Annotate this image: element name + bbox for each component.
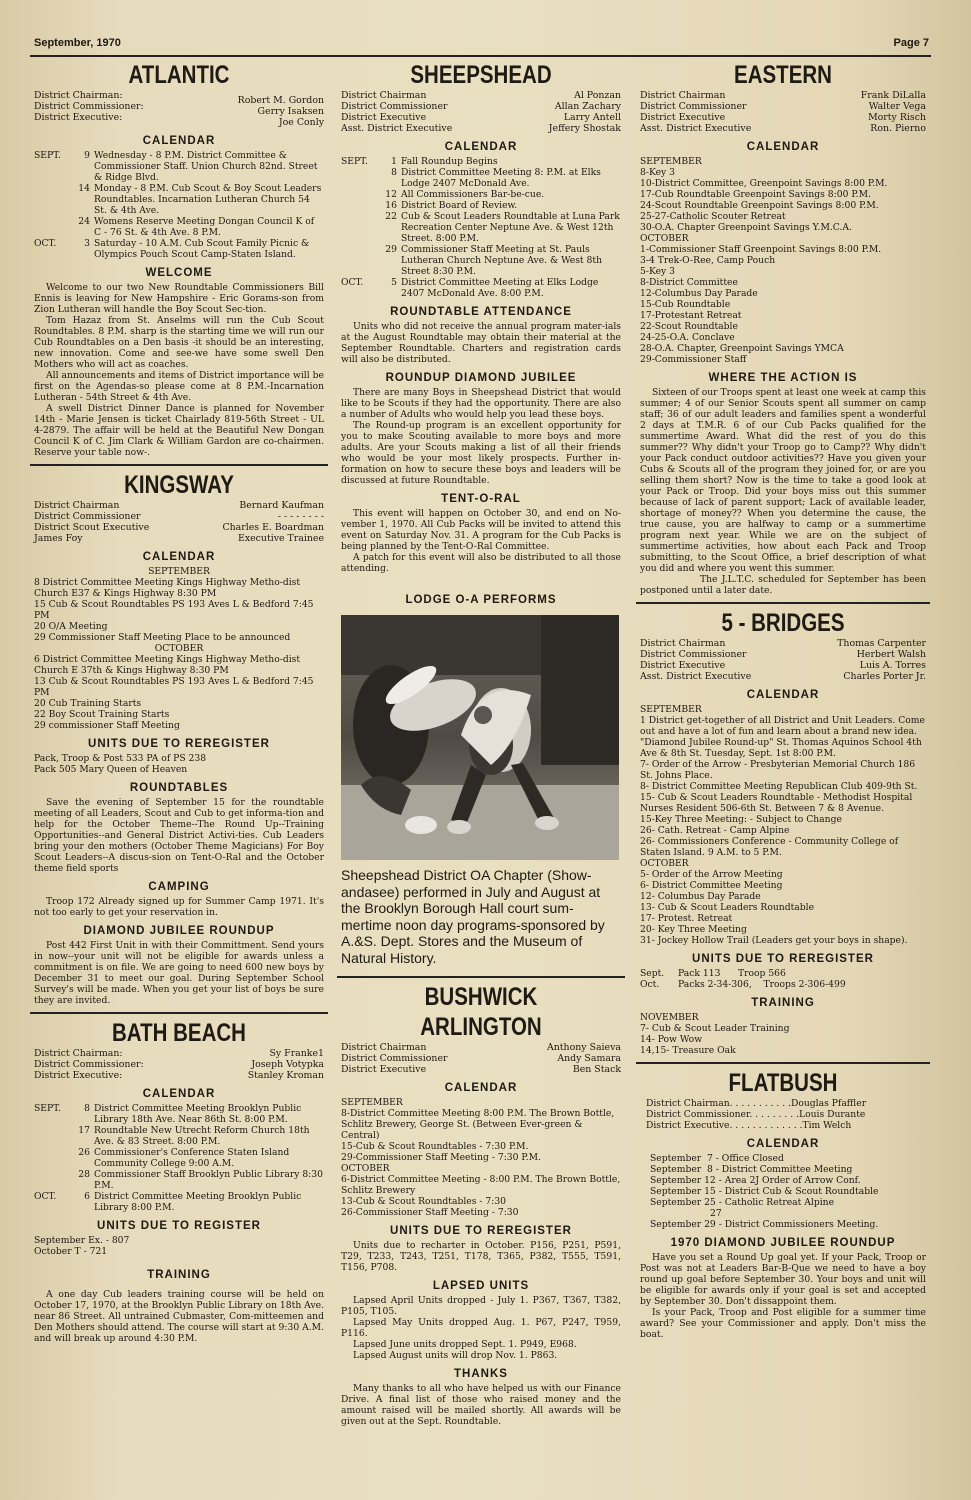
officer-label: District Chairman xyxy=(34,500,120,511)
calendar-entry: SEPT. 9 Wednesday - 8 P.M. District Committee & Commissioner Staff. Union Church 82nd. Street & Ridge Blvd. xyxy=(34,150,318,183)
paragraph: Is your Pack, Troop and Post eligible for a summer time award? See your Commissioner and apply. Don't miss the boat. xyxy=(640,1307,926,1340)
officer-name: Robert M. Gordon xyxy=(237,95,324,106)
officer-line: District Executive. . . . . . . . . . . . .Tim Welch xyxy=(646,1120,852,1131)
officer-label: District Chairman xyxy=(341,1042,427,1053)
paragraph: The J.L.T.C. scheduled for September has been postponed until a later date. xyxy=(640,574,926,596)
flatbush-title: FLATBUSH xyxy=(728,1069,838,1097)
calendar-entry: SEPT. 1 Fall Roundup Begins xyxy=(341,156,498,167)
paragraph: Save the evening of September 15 for the roundtable meeting of all Leaders, Scout and Cub to get informa-tion and help for the October Theme--The Round Up--Training Opportunities--and General District Activi-ties. Cub Leaders bring your den mothers (October Theme Magicians) For Boy Scout Leaders--A discus-sion on Tent-O-Ral and the October theme field sports xyxy=(34,797,324,874)
officer-label: District Executive xyxy=(640,112,726,123)
bushwick-calendar-heading: CALENDAR xyxy=(444,1082,518,1094)
paragraph: Have you set a Round Up goal yet. If your Pack, Troop or Post was not at Leaders Bar-B-Que we need to have a boy round up goal before September 30. Your boys and unit will be eligible for awards only if your goal is set and accepted by September 30. Don't dissappoint them. xyxy=(640,1252,926,1307)
bridges-title: 5 - BRIDGES xyxy=(721,609,845,637)
officer-label: District Chairman: xyxy=(34,90,123,101)
calendar-entry: 28 Commissioner Staff Brooklyn Public Library 8:30 P.M. xyxy=(78,1169,323,1191)
paragraph: Tom Hazaz from St. Anselms will run the Cub Scout Roundtables. 8 P.M. sharp is the starting time we will run our Cub Roundtables on a Den basis -it should be an interesting, new innovation. Come and see-we have some swell Den Mothers who will act as coaches. xyxy=(34,315,324,370)
calendar-entry: 26- Commissioners Conference - Community College of Staten Island. 9 A.M. to 5 P.M. xyxy=(640,836,899,858)
calendar-entry: 8- District Committee Meeting Republican Club 409-9th St. xyxy=(640,781,918,792)
calendar-entry: 31- Jockey Hollow Trail (Leaders get your boys in shape). xyxy=(640,935,908,946)
eastern-title: EASTERN xyxy=(734,61,832,89)
kingsway-title: KINGSWAY xyxy=(124,471,234,499)
sheepshead-roundup-heading: ROUNDUP DIAMOND JUBILEE xyxy=(385,372,577,384)
officer-line: District Commissioner. . . . . . . . .Louis Durante xyxy=(646,1109,866,1120)
calendar-entry: 28-O.A. Chapter, Greenpoint Savings YMCA xyxy=(640,343,844,354)
flatbush-officers xyxy=(640,1098,926,1131)
calendar-entry: 20 Cub Training Starts xyxy=(34,698,142,709)
officer-label: District Chairman xyxy=(640,638,726,649)
month-label: NOVEMBER xyxy=(640,1012,699,1023)
header-rule xyxy=(30,55,931,57)
calendar-entry: 22-Scout Roundtable xyxy=(640,321,738,332)
month-label: OCTOBER xyxy=(640,233,689,244)
kingsway-units-heading: UNITS DUE TO REREGISTER xyxy=(88,738,270,750)
officer-label: District Executive: xyxy=(34,1070,123,1081)
training-entry: 7- Cub & Scout Leader Training xyxy=(640,1023,790,1034)
calendar-entry: 24-25-O.A. Conclave xyxy=(640,332,735,343)
officer-name: Stanley Kroman xyxy=(247,1070,324,1081)
calendar-entry: 13- Cub & Scout Leaders Roundtable xyxy=(640,902,815,913)
officer-label: District Executive: xyxy=(34,112,123,123)
officer-name: Allan Zachary xyxy=(554,101,621,112)
calendar-entry: 13-Cub & Scout Roundtables - 7:30 xyxy=(341,1196,507,1207)
calendar-entry: 15 Cub & Scout Roundtables PS 193 Aves L & Bedford 7:45 PM xyxy=(34,599,314,621)
paragraph: Lapsed August units will drop Nov. 1. P863. xyxy=(353,1350,558,1361)
paragraph: All announcements and items of District importance will be first on the Agendas-so please come at 8 P.M.-Incarnation Lutheran - 54th Street & 4th Ave. xyxy=(34,370,324,403)
sheepshead-lodge-heading: LODGE O-A PERFORMS xyxy=(405,594,557,606)
calendar-entry: 15-Cub & Scout Roundtables - 7:30 P.M. xyxy=(341,1141,529,1152)
calendar-entry: September 12 - Area 2J Order of Arrow Conf. xyxy=(650,1175,861,1186)
kingsway-calendar-heading: CALENDAR xyxy=(142,551,216,563)
officer-name: Joseph Votypka xyxy=(251,1059,324,1070)
paragraph: Lapsed April Units dropped - July 1. P367, T367, T382, P105, T105. xyxy=(341,1295,621,1317)
month-label: OCTOBER xyxy=(341,1163,390,1174)
officer-label: Asst. District Executive xyxy=(341,123,453,134)
officer-label: District Commissioner: xyxy=(34,101,144,112)
page-number: Page 7 xyxy=(893,37,929,49)
calendar-entry: 12-Columbus Day Parade xyxy=(640,288,758,299)
calendar-entry: 10-District Committee, Greenpoint Savings 8:00 P.M. xyxy=(640,178,888,189)
bridges-units-heading: UNITS DUE TO REREGISTER xyxy=(692,953,874,965)
officer-label: District Commissioner xyxy=(640,649,747,660)
calendar-entry: 24-Scout Roundtable Greenpoint Savings 8:00 P.M. xyxy=(640,200,879,211)
officer-name: Andy Samara xyxy=(557,1053,621,1064)
paragraph: This event will happen on October 30, and end on No-vember 1, 1970. All Cub Packs will be invited to attend this event on Saturday Nov. 31. A program for the Cub Packs is being planned by the Tent-O-Ral Committee. xyxy=(341,508,621,552)
officer-label: District Chairman xyxy=(640,90,726,101)
calendar-entry: 26- Cath. Retreat - Camp Alpine xyxy=(640,825,790,836)
eastern-calendar-heading: CALENDAR xyxy=(746,141,820,153)
bushwick-units-heading: UNITS DUE TO REREGISTER xyxy=(390,1225,572,1237)
officer-label: District Commissioner: xyxy=(34,1059,144,1070)
paragraph: Lapsed June units dropped Sept. 1. P949, E968. xyxy=(353,1339,577,1350)
unit-line: September Ex. - 807 xyxy=(34,1235,130,1246)
officer-name: Walter Vega xyxy=(868,101,926,112)
month-label: SEPTEMBER xyxy=(341,1097,403,1108)
calendar-entry: 8-District Committee xyxy=(640,277,738,288)
atlantic-calendar xyxy=(34,150,324,260)
calendar-entry: September 8 - District Committee Meeting xyxy=(650,1164,853,1175)
officer-label: District Chairman: xyxy=(34,1048,123,1059)
unit-line: Sept. Pack 113 Troop 566 xyxy=(640,968,786,979)
calendar-entry: 29 commissioner Staff Meeting xyxy=(34,720,180,731)
training-entry: 14- Pow Wow xyxy=(640,1034,703,1045)
sheepshead-officers xyxy=(341,90,621,134)
calendar-entry: September 7 - Office Closed xyxy=(650,1153,784,1164)
eastern-action-heading: WHERE THE ACTION IS xyxy=(708,372,858,384)
officer-label: District Scout Executive xyxy=(34,522,150,533)
officer-name: Thomas Carpenter xyxy=(837,638,926,649)
sheepshead-title: SHEEPSHEAD xyxy=(410,61,552,89)
officer-name: Charles E. Boardman xyxy=(222,522,324,533)
officer-name: Joe Conly xyxy=(278,117,324,128)
atlantic-title: ATLANTIC xyxy=(128,61,230,89)
calendar-entry: 13 Cub & Scout Roundtables PS 193 Aves L & Bedford 7:45 PM xyxy=(34,676,314,698)
sheepshead-calendar xyxy=(341,156,621,299)
calendar-entry: 3-4 Trek-O-Ree, Camp Pouch xyxy=(640,255,776,266)
calendar-entry: 15- Cub & Scout Leaders Roundtable - Methodist Hospital Nurses Resident 506-6th St. Between 7 & 8 Avenue. xyxy=(640,792,913,814)
flatbush-calendar-heading: CALENDAR xyxy=(746,1138,820,1150)
calendar-entry: 30-O.A. Chapter Greenpoint Savings Y.M.C.A. xyxy=(640,222,852,233)
calendar-entry: 8-Key 3 xyxy=(640,167,675,178)
calendar-entry: 5-Key 3 xyxy=(640,266,675,277)
month-label: SEPTEMBER xyxy=(148,566,210,577)
officer-label: District Executive xyxy=(341,1064,427,1075)
calendar-entry: 26 Commissioner's Conference Staten Island Community College 9:00 A.M. xyxy=(78,1147,290,1169)
officer-name: Bernard Kaufman xyxy=(239,500,324,511)
officer-label: James Foy xyxy=(34,533,83,544)
kingsway-camping-heading: CAMPING xyxy=(148,881,210,893)
photo-caption: Sheepshead District OA Chapter (Show-andasee) performed in July and August at the Brooklyn Borough Hall court sum-mertime noon day programs-sponsored by A.&S. Dept. Stores and the Museum of Natural History. xyxy=(341,867,605,966)
kingsway-sept-list xyxy=(34,577,324,643)
section-rule xyxy=(30,464,328,466)
officer-name: Anthony Saieva xyxy=(546,1042,621,1053)
bushwick-lapsed-heading: LAPSED UNITS xyxy=(432,1280,530,1292)
calendar-entry: OCT. 5 District Committee Meeting at Elks Lodge 2407 McDonald Ave. 8:00 P.M. xyxy=(341,277,599,299)
section-rule xyxy=(30,1012,328,1014)
bath-beach-title: BATH BEACH xyxy=(111,1019,246,1047)
calendar-entry: 12 All Commissioners Bar-be-cue. xyxy=(385,189,545,200)
unit-line: Pack, Troop & Post 533 PA of PS 238 xyxy=(34,753,207,764)
officer-name: Morty Risch xyxy=(868,112,926,123)
sheepshead-tentoral-heading: TENT-O-RAL xyxy=(441,493,521,505)
calendar-entry: 17- Protest. Retreat xyxy=(640,913,733,924)
eastern-sept-list xyxy=(640,167,926,233)
calendar-entry: 16 District Board of Review. xyxy=(385,200,518,211)
bridges-officers xyxy=(640,638,926,682)
calendar-entry: 17-Protestant Retreat xyxy=(640,310,742,321)
officer-name: Charles Porter Jr. xyxy=(843,671,926,682)
calendar-entry: 22 Boy Scout Training Starts xyxy=(34,709,170,720)
officer-name: Ben Stack xyxy=(572,1064,621,1075)
bridges-oct-list xyxy=(640,869,926,946)
eastern-officers xyxy=(640,90,926,134)
officer-name: - - - - - - - - xyxy=(277,511,324,522)
kingsway-oct-list xyxy=(34,654,324,731)
officer-line: District Chairman. . . . . . . . . . .Douglas Pfaffler xyxy=(646,1098,867,1109)
calendar-entry: 27 xyxy=(710,1208,722,1219)
calendar-entry: 20- Key Three Meeting xyxy=(640,924,747,935)
month-label: SEPTEMBER xyxy=(640,704,702,715)
unit-line: October T - 721 xyxy=(34,1246,108,1257)
calendar-entry: 8-District Committee Meeting 8:00 P.M. The Brown Bottle, Schlitz Brewery, George St. (Between Ever-green & Central) xyxy=(341,1108,615,1141)
officer-label: Asst. District Executive xyxy=(640,671,752,682)
paragraph: Welcome to our two New Roundtable Commissioners Bill Ennis is leaving for New Hampshire - Eric Gorams-son from Zion Lutheran will handle the Boy Scout Sec-tion. xyxy=(34,282,324,315)
officer-label: District Commissioner xyxy=(341,101,448,112)
calendar-entry: 24 Womens Reserve Meeting Dongan Council K of C - 76 St. & 4th Ave. 8 P.M. xyxy=(78,216,315,238)
officer-name: Executive Trainee xyxy=(237,533,324,544)
section-rule xyxy=(636,602,930,604)
column-middle xyxy=(341,60,621,1427)
atlantic-officers xyxy=(34,90,324,128)
column-right xyxy=(640,60,926,1340)
atlantic-calendar-heading: CALENDAR xyxy=(142,135,216,147)
officer-label: Asst. District Executive xyxy=(640,123,752,134)
bushwick-oct-list xyxy=(341,1174,621,1218)
calendar-entry: 1 District get-together of all District and Unit Leaders. Come out and have a lot of fun and learn about a brand new idea. "Diamond Jubilee Round-up" St. Thomas Aquinos School 4th Ave & 8th St. Tuesday, Sept. 1st 8:00 P.M. xyxy=(640,715,925,759)
calendar-entry: 1-Commissioner Staff Greenpoint Savings 8:00 P.M. xyxy=(640,244,882,255)
paragraph: Units due to recharter in October. P156, P251, P591, T29, T233, T243, T251, T178, T365, P382, T555, T591, T156, P708. xyxy=(341,1240,621,1273)
month-label: OCTOBER xyxy=(154,643,204,654)
dancer-photo xyxy=(341,615,619,860)
paragraph: Post 442 First Unit in with their Committment. Send yours in now--your unit will not be eligible for awards unless a commitment is on file. We are going to need 600 new boys by December 31 to meet our goal. During September School Survey's will be made. When you get your list of boys be sure they are invited. xyxy=(34,940,324,1006)
paragraph: Troop 172 Already signed up for Summer Camp 1971. It's not too early to get your reservation in. xyxy=(34,896,324,918)
bath-beach-units-heading: UNITS DUE TO REGISTER xyxy=(97,1220,261,1232)
calendar-entry: 15-Key Three Meeting: - Subject to Change xyxy=(640,814,842,825)
officer-name: Frank DiLalla xyxy=(860,90,926,101)
bridges-training-heading: TRAINING xyxy=(751,997,815,1009)
calendar-entry: SEPT. 8 District Committee Meeting Brooklyn Public Library 18th Ave. Near 86th St. 8:00 P.M. xyxy=(34,1103,302,1125)
unit-line: Pack 505 Mary Queen of Heaven xyxy=(34,764,188,775)
officer-name: Sy Franke1 xyxy=(269,1048,324,1059)
calendar-entry: September 29 - District Commissioners Meeting. xyxy=(650,1219,879,1230)
flatbush-roundup-heading: 1970 DIAMOND JUBILEE ROUNDUP xyxy=(670,1237,896,1249)
calendar-entry: 15-Cub Roundtable xyxy=(640,299,731,310)
officer-name: Gerry Isaksen xyxy=(257,106,324,117)
paragraph: There are many Boys in Sheepshead District that would like to be Scouts if they had the opportunity. There are also a number of Adults who would help you lead these boys. xyxy=(341,387,621,420)
paragraph: The Round-up program is an excellent opportunity for you to make Scouting available to more boys and more adults. Are your Scouts making a list of all their friends who would be your most likely prospects. Further in-formation on how to secure these boys and leaders will be discussed at future Roundtable. xyxy=(341,420,621,486)
calendar-entry: 6-District Committee Meeting - 8:00 P.M. The Brown Bottle, Schlitz Brewery xyxy=(341,1174,621,1196)
calendar-entry: 6 District Committee Meeting Kings Highway Metho-dist Church E 37th & Kings Highway 8:30 PM xyxy=(34,654,301,676)
bridges-calendar-heading: CALENDAR xyxy=(746,689,820,701)
calendar-entry: OCT. 6 District Committee Meeting Brooklyn Public Library 8:00 P.M. xyxy=(34,1191,302,1213)
paragraph: Lapsed May Units dropped Aug. 1. P67, P247, T959, P116. xyxy=(341,1317,621,1339)
calendar-entry: September 25 - Catholic Retreat Alpine xyxy=(650,1197,835,1208)
officer-name: Herbert Walsh xyxy=(856,649,926,660)
calendar-entry: 5- Order of the Arrow Meeting xyxy=(640,869,783,880)
paragraph: A swell District Dinner Dance is planned for November 14th - Marie Jensen is ticket Chairlady 819-56th Street - UL 4-2879. The affair will be held at the Beautiful New Dongan Council K of C. Jim Clark & William Gardon are co-chairmen. Reserve your table now-. xyxy=(34,403,324,458)
kingsway-officers xyxy=(34,500,324,544)
bath-beach-calendar-heading: CALENDAR xyxy=(142,1088,216,1100)
calendar-entry: 29 Commissioner Staff Meeting Place to be announced xyxy=(34,632,291,643)
atlantic-welcome-heading: WELCOME xyxy=(145,267,213,279)
calendar-entry: September 15 - District Cub & Scout Roundtable xyxy=(650,1186,879,1197)
training-entry: 14,15- Treasure Oak xyxy=(640,1045,736,1056)
paragraph: Many thanks to all who have helped us with our Finance Drive. A final list of those who raised money and the amount raised will be mailed shortly. All awards will be given out at the Sept. Roundtable. xyxy=(341,1383,621,1427)
bath-beach-training-heading: TRAINING xyxy=(147,1269,211,1281)
calendar-entry: 25-27-Catholic Scouter Retreat xyxy=(640,211,786,222)
issue-date: September, 1970 xyxy=(34,37,121,49)
officer-name: Jeffery Shostak xyxy=(548,123,621,134)
month-label: OCTOBER xyxy=(640,858,689,869)
officer-label: District Commissioner xyxy=(341,1053,448,1064)
calendar-entry: 17 Roundtable New Utrecht Reform Church 18th Ave. & 83 Street. 8:00 P.M. xyxy=(78,1125,310,1147)
bridges-training-list xyxy=(640,1023,926,1056)
column-left xyxy=(34,60,324,1344)
calendar-entry: 29-Commissioner Staff xyxy=(640,354,747,365)
calendar-entry: 29 Commissioner Staff Meeting at St. Pauls Lutheran Church Neptune Ave. & West 8th Street 8:30 P.M. xyxy=(385,244,602,277)
calendar-entry: 12- Columbus Day Parade xyxy=(640,891,761,902)
bridges-sept-list xyxy=(640,715,926,858)
bushwick-thanks-heading: THANKS xyxy=(454,1368,508,1380)
bath-beach-officers xyxy=(34,1048,324,1081)
kingsway-jubilee-heading: DIAMOND JUBILEE ROUNDUP xyxy=(83,925,275,937)
calendar-entry: 29-Commissioner Staff Meeting - 7:30 P.M. xyxy=(341,1152,541,1163)
officer-name: Larry Antell xyxy=(563,112,621,123)
section-rule xyxy=(636,1062,930,1064)
paragraph: Units who did not receive the annual program mater-ials at the August Roundtable may obtain their material at the September Roundtable. Charters and registration cards will also be distributed. xyxy=(341,321,621,365)
calendar-entry: 26-Commissioner Staff Meeting - 7:30 xyxy=(341,1207,519,1218)
officer-label: District Chairman xyxy=(341,90,427,101)
sheepshead-attendance-heading: ROUNDTABLE ATTENDANCE xyxy=(390,306,572,318)
bushwick-sept-list xyxy=(341,1108,621,1163)
sheepshead-calendar-heading: CALENDAR xyxy=(444,141,518,153)
officer-label: District Executive xyxy=(640,660,726,671)
paragraph: Sixteen of our Troops spent at least one week at camp this summer; 4 of our Senior Scouts spent all summer on camp staff; 36 of our adult leaders and families spent a wonderful 2 days at T.M.R. 6 of our Cub Packs qualified for the summertime Award. What did the rest of you do this summer?? Why didn't your Troop go to Camp?? Why didn't your Pack conduct outdoor activities?? Have you given your Cubs & Scouts all of the program they joined for, or are you selling them short? Now is the time to take a good look at your Pack or Troop. Did your boys miss out this summer because of lack of parent support; Lack of available leader, shortage of money?? When you determine the cause, the true cause, you are halfway to camp or a summertime program next year. While we are on the subject of summertime activities, how about each Pack and Troop submitting, to the Scout Office, a brief description of what you did and where you went this summer. xyxy=(640,387,926,574)
calendar-entry: 7- Order of the Arrow - Presbyterian Memorial Church 186 St. Johns Place. xyxy=(640,759,916,781)
officer-label: District Commissioner xyxy=(34,511,141,522)
month-label: SEPTEMBER xyxy=(640,156,702,167)
calendar-entry: OCT. 3 Saturday - 10 A.M. Cub Scout Family Picnic & Olympics Pouch Scout Camp-Staten Island. xyxy=(34,238,310,260)
flatbush-calendar xyxy=(640,1153,926,1230)
section-rule xyxy=(337,976,625,978)
eastern-oct-list xyxy=(640,244,926,365)
unit-line: Oct. Packs 2-34-306, Troops 2-306-499 xyxy=(640,979,846,990)
calendar-entry: 8 District Committee Meeting 8: P.M. at Elks Lodge 2407 McDonald Ave. xyxy=(391,167,601,189)
officer-label: District Executive xyxy=(341,112,427,123)
calendar-entry: 17-Cub Roundtable Greenpoint Savings 8:00 P.M. xyxy=(640,189,871,200)
calendar-entry: 14 Monday - 8 P.M. Cub Scout & Boy Scout Leaders Roundtables. Incarnation Lutheran Church 54 St. & 4th Ave. xyxy=(78,183,322,216)
bath-beach-calendar xyxy=(34,1103,324,1213)
bushwick-title: BUSHWICK ARLINGTON xyxy=(420,983,542,1041)
calendar-entry: 22 Cub & Scout Leaders Roundtable at Luna Park Recreation Center Neptune Ave. & West 12th Street. 8:00 P.M. xyxy=(385,211,620,244)
calendar-entry: 8 District Committee Meeting Kings Highway Metho-dist Church E37 & Kings Highway 8:30 PM xyxy=(34,577,301,599)
officer-name: Luis A. Torres xyxy=(859,660,926,671)
officer-name: Al Ponzan xyxy=(574,90,621,101)
bushwick-officers xyxy=(341,1042,621,1075)
calendar-entry: 6- District Committee Meeting xyxy=(640,880,783,891)
officer-label: District Commissioner xyxy=(640,101,747,112)
paragraph: A patch for this event will also be distributed to all those attending. xyxy=(341,552,621,574)
kingsway-roundtables-heading: ROUNDTABLES xyxy=(129,782,229,794)
calendar-entry: 20 O/A Meeting xyxy=(34,621,108,632)
paragraph: A one day Cub leaders training course will be held on October 17, 1970, at the Brooklyn Public Library on 18th Ave. near 86 Street. All untrained Cubmaster, Com-mitteemen and Den Mothers should attend. The course will start at 9:30 A.M. and will break up around 4:30 P.M. xyxy=(34,1289,324,1344)
officer-name: Ron. Pierno xyxy=(870,123,926,134)
